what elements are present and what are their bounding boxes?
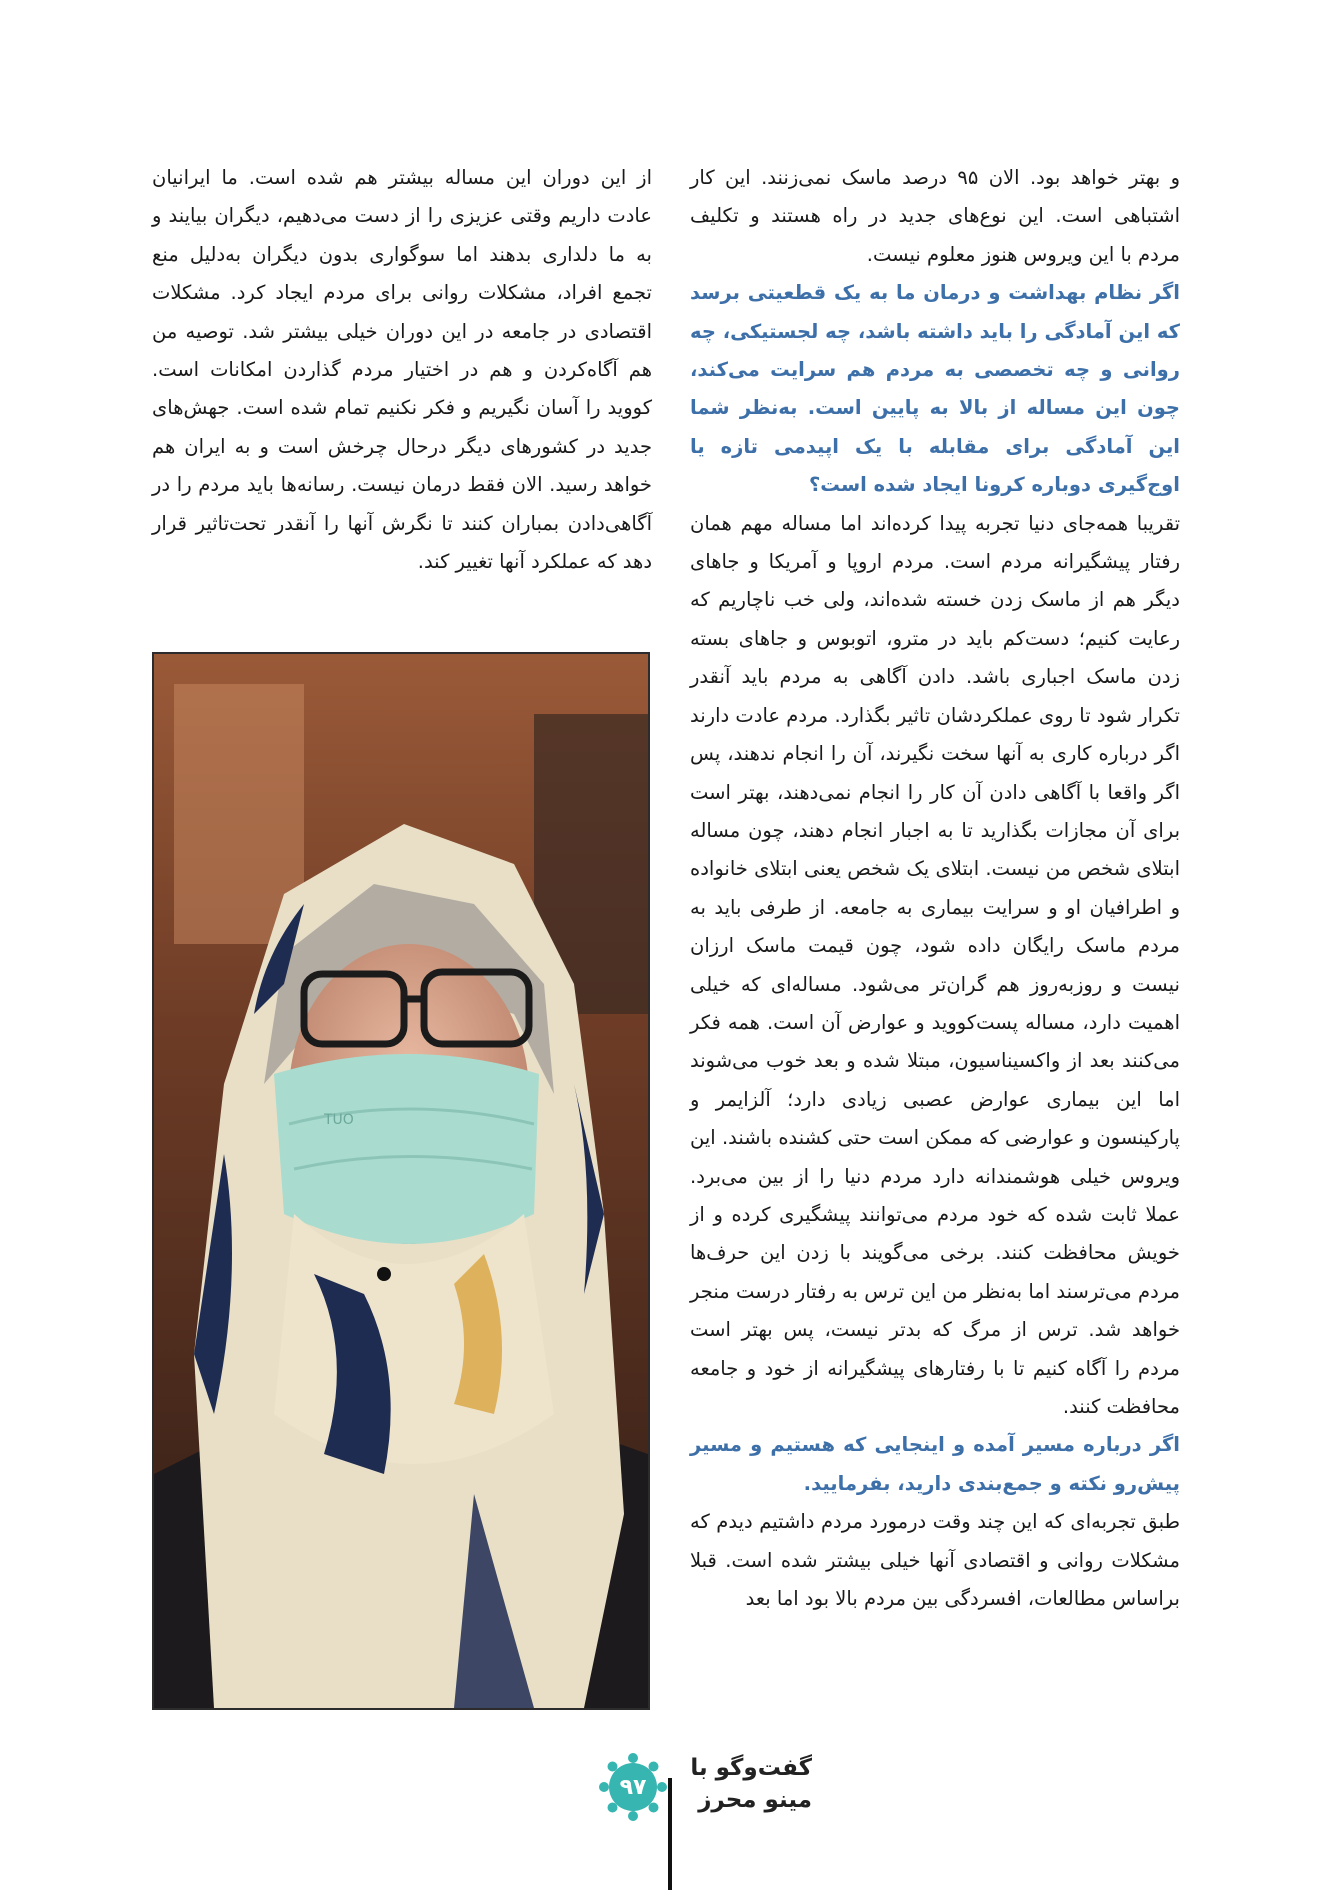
mask-text: TUO (324, 1112, 354, 1128)
left-text-column (152, 159, 652, 581)
interview-answer-1: تقریبا همه‌جای دنیا تجربه پیدا کرده‌اند اما مساله مهم همان رفتار پیشگیرانه مردم است. مردم اروپا و آمریکا و جاهای دیگر هم از ماسک زدن خسته شده‌اند، ولی خب ناچاریم که رعایت کنیم؛ دست‌کم باید در مترو، اتوبوس و جاهای بسته زدن ماسک اجباری باشد. دادن آگاهی به مردم باید آنقدر تکرار شود تا روی عملکردشان تاثیر بگذارد. مردم عادت دارند اگر درباره کاری به آنها سخت نگیرند، آن را انجام ندهند، پس اگر واقعا با آگاهی دادن آن کار را انجام نمی‌دهند، بهتر است برای آن مجازات بگذارید تا به اجبار انجام دهند، چون مساله ابتلای شخص من نیست. ابتلای یک شخص یعنی ابتلای خانواده و اطرافیان او و سرایت بیماری به جامعه. از طرفی باید به مردم ماسک رایگان داده شود، چون قیمت ماسک ارزان نیست و روزبه‌روز هم گران‌تر می‌شود. مساله‌ای که خیلی اهمیت دارد، مساله پست‌کووید و عوارض آن است. همه فکر می‌کنند بعد از واکسیناسیون، مبتلا شده و بعد خوب می‌شوند اما این بیماری عوارض عصبی زیادی دارد؛ آلزایمر و پارکینسون و عوارضی که ممکن است حتی کشنده باشند. این ویروس خیلی هوشمندانه دارد مردم دنیا را از بین می‌برد. عملا ثابت شده که خود مردم می‌توانند پیشگیری کرده و از خویش محافظت کنند. برخی می‌گویند با زدن این حرف‌ها مردم می‌ترسند اما به‌نظر من این ترس به رفتار درست منجر خواهد شد. ترس از مرگ که بدتر نیست، پس بهتر است مردم را آگاه کنیم تا با رفتارهای پیشگیرانه از خود و جامعه محافظت کنند. (690, 511, 1180, 1418)
section-label (682, 1752, 812, 1816)
left-paragraph: از این دوران این مساله بیشتر هم شده است. ما ایرانیان عادت داریم وقتی عزیزی را از دست می‌دهیم، دیگران بیایند و به ما دلداری بدهند اما سوگواری بدون دیگران به‌دلیل منع تجمع افراد، مشکلات روانی برای مردم ایجاد کرد. مشکلات اقتصادی در جامعه در این دوران خیلی بیشتر شد. توصیه من هم آگاه‌کردن و هم در اختیار مردم گذاردن امکانات است. کووید را آسان نگیریم و فکر نکنیم تمام شده است. جهش‌های جدید در کشورهای دیگر درحال چرخش است و به ایران هم خواهد رسید. الان فقط درمان نیست. رسانه‌ها باید مردم را در آگاهی‌دادن بمباران کنند تا نگرش آنها را آنقدر تحت‌تاثیر قرار دهد که عملکرد آنها تغییر کند. (152, 166, 652, 574)
intro-paragraph: و بهتر خواهد بود. الان ۹۵ درصد ماسک نمی‌زنند. این کار اشتباهی است. این نوع‌های جدید در راه هستند و تکلیف مردم با این ویروس هنوز معلوم نیست. (690, 166, 1180, 266)
right-text-column (690, 159, 1180, 1618)
portrait-photo (152, 652, 650, 1710)
interview-question-1: اگر نظام بهداشت و درمان ما به یک قطعیتی برسد که این آمادگی را باید داشته باشد، چه لجستیکی، چه روانی و چه تخصصی به مردم هم سرایت می‌کند، چون این مساله از بالا به پایین است. به‌نظر شما این آمادگی برای مقابله با یک اپیدمی تازه یا اوج‌گیری دوباره کرونا ایجاد شده است؟ (690, 281, 1180, 497)
section-label-line-1: گفت‌وگو با (690, 1755, 812, 1781)
interview-answer-2: طبق تجربه‌ای که این چند وقت درمورد مردم داشتیم دیدم که مشکلات روانی و اقتصادی آنها خیلی بیشتر شده است. قبلا براساس مطالعات، افسردگی بین مردم بالا بود اما بعد (690, 1510, 1180, 1611)
interview-question-2: اگر درباره مسیر آمده و اینجایی که هستیم و مسیر پیش‌رو نکته و جمع‌بندی دارید، بفرمایید. (690, 1433, 1180, 1495)
section-label-line-2: مینو محرز (698, 1787, 812, 1813)
footer-divider (668, 1778, 672, 1890)
page-number: ۹۷ (619, 1774, 647, 1800)
